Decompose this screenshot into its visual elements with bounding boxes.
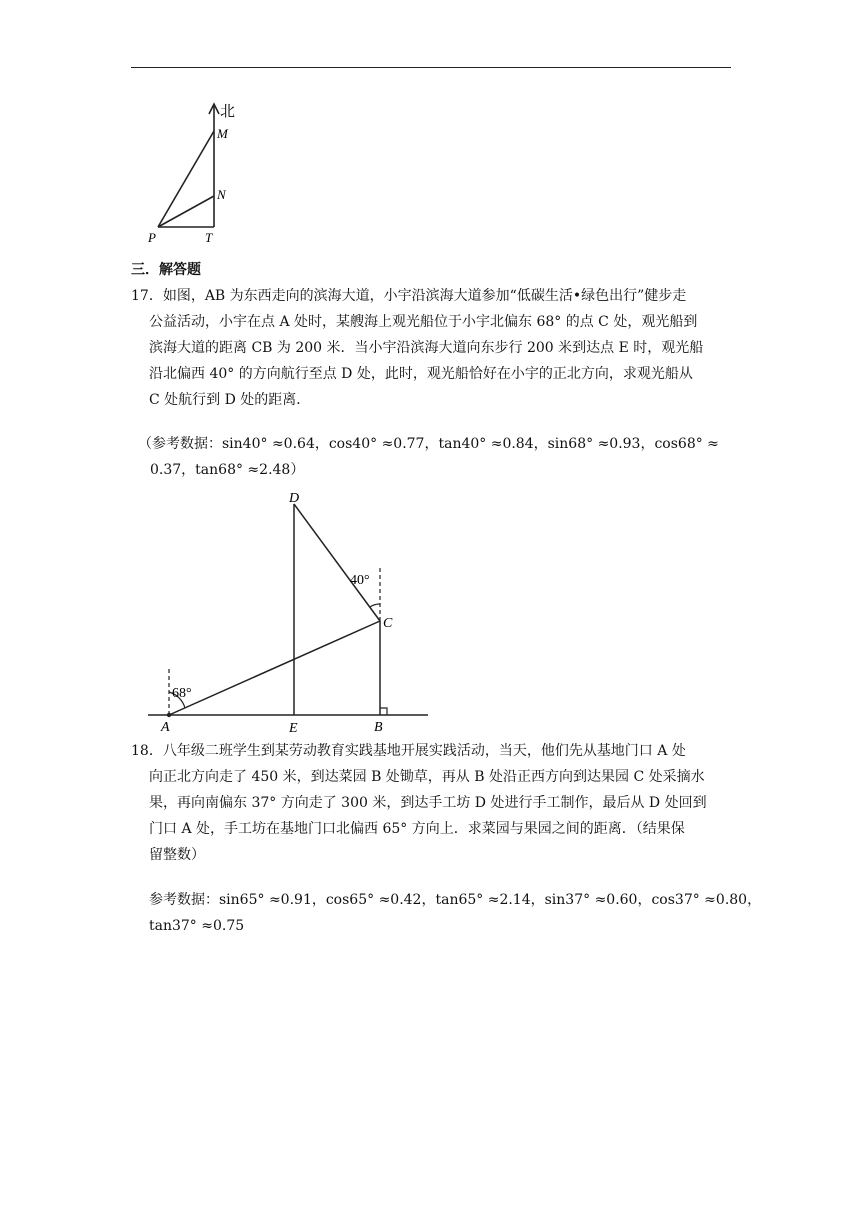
q18-line-2: 向正北方向走了 450 米，到达菜园 B 处锄草，再从 B 处沿正西方向到达果园 C 处采摘水 [149, 769, 705, 785]
q18-line-1: 18．八年级二班学生到某劳动教育实践基地开展实践活动，当天，他们先从基地门口 A 处 [131, 743, 686, 759]
point-a-dot [167, 713, 171, 717]
angle-label-40: 40° [350, 573, 370, 588]
figure-top [140, 96, 250, 246]
q18-line-5: 留整数） [149, 847, 205, 863]
figure-17 [140, 488, 440, 736]
point-label-d: D [289, 491, 300, 506]
q18-ref-line-1: 参考数据：sin65° ≈0.91，cos65° ≈0.42，tan65° ≈2.14，sin37° ≈0.60，cos37° ≈0.80， [149, 892, 762, 908]
question-18 [131, 738, 731, 868]
q17-line-2: 公益活动，小宇在点 A 处时，某艘海上观光船位于小宇北偏东 68° 的点 C 处，观光船到 [149, 314, 698, 330]
point-label-t: T [205, 230, 213, 245]
q17-ref-line-2: 0.37，tan68° ≈2.48） [150, 462, 305, 478]
point-label-b: B [374, 720, 383, 735]
q17-line-4: 沿北偏西 40° 的方向航行至点 D 处，此时，观光船恰好在小宇的正北方向，求观光船从 [149, 366, 693, 382]
q18-line-3: 果，再向南偏东 37° 方向走了 300 米，到达手工坊 D 处进行手工制作，最后从 D 处回到 [149, 795, 707, 811]
q17-line-1: 17．如图，AB 为东西走向的滨海大道，小宇沿滨海大道参加“低碳生活•绿色出行”健步走 [131, 288, 687, 304]
point-label-c: C [383, 616, 393, 631]
section-title: 三．解答题 [131, 262, 201, 278]
q18-ref-line-2: tan37° ≈0.75 [149, 918, 245, 934]
point-label-n: N [217, 187, 226, 202]
q17-ref-line-1: （参考数据：sin40° ≈0.64，cos40° ≈0.77，tan40° ≈0.84，sin68° ≈0.93，cos68° ≈ [138, 436, 719, 452]
q17-reference-data [138, 431, 731, 483]
point-label-a: A [161, 720, 170, 735]
question-17 [131, 283, 731, 413]
segment-dc [294, 504, 380, 621]
north-label: 北 [220, 104, 236, 120]
q17-line-5: C 处航行到 D 处的距离． [149, 392, 311, 408]
point-label-m: M [217, 126, 228, 141]
segment-ac [169, 621, 380, 715]
angle-arc-c [370, 604, 380, 607]
segment-pm [158, 131, 214, 227]
q17-line-3: 滨海大道的距离 CB 为 200 米．当小宇沿滨海大道向东步行 200 米到达点 E 时，观光船 [149, 340, 704, 356]
point-label-p: P [148, 230, 156, 245]
q18-line-4: 门口 A 处，手工坊在基地门口北偏西 65° 方向上．求菜园与果园之间的距离．（结果保 [149, 821, 685, 837]
header-rule [131, 67, 731, 68]
q18-reference-data [149, 887, 762, 939]
point-label-e: E [289, 721, 298, 736]
angle-label-68: 68° [172, 686, 192, 701]
right-angle-mark [380, 708, 387, 715]
